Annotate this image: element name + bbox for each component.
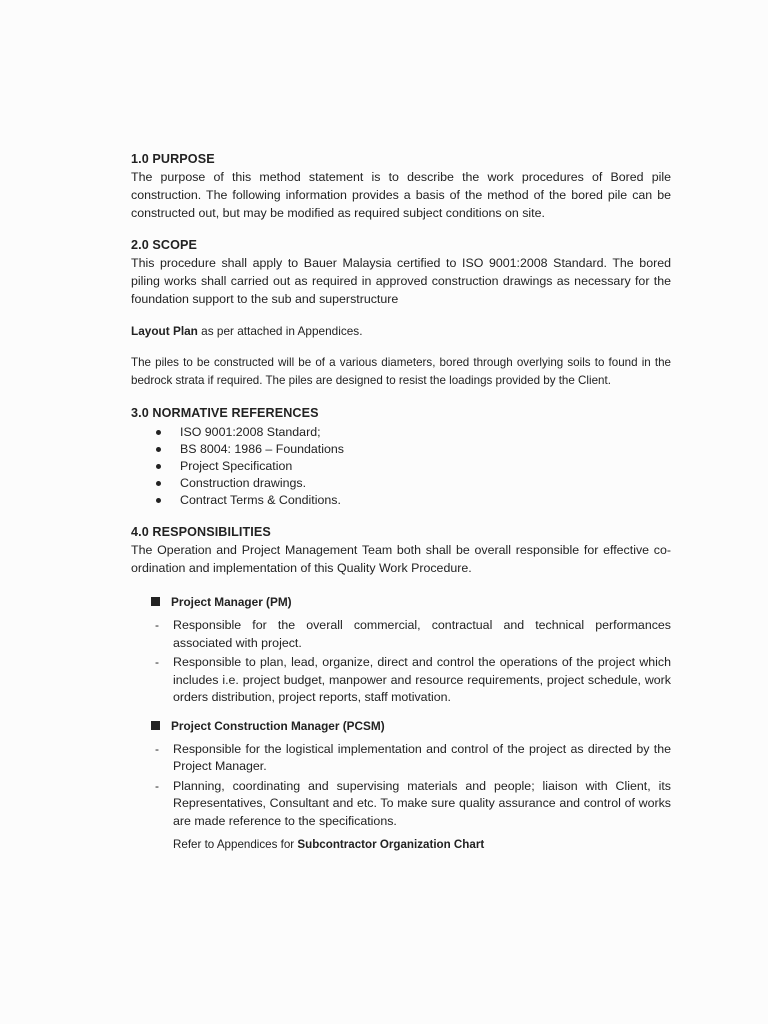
list-item-text: Responsible to plan, lead, organize, direct and control the operations of the project which includes i.e. project budget, manpower and resource requirements, project schedule, work orders distribution, project reports, staff motivation. — [173, 655, 671, 704]
list-item-text: Responsible for the logistical implementation and control of the project as directed by the Project Manager. — [173, 741, 671, 773]
purpose-text: The purpose of this method statement is to describe the work procedures of Bored pile construction. The following information provides a basis of the method of the bored pile can be constructed out, but may be modified as required subject conditions on site. — [131, 170, 671, 220]
list-item-text: Responsible for the overall commercial, contractual and technical performances associated with project. — [173, 618, 671, 650]
list-item-text: Project Specification — [180, 459, 293, 473]
bullet-icon — [156, 498, 161, 503]
role-title: Project Manager (PM) — [171, 595, 292, 609]
scope-heading: 2.0 SCOPE — [131, 238, 197, 252]
bullet-icon — [156, 430, 161, 435]
document-content — [131, 150, 671, 854]
role-items — [131, 617, 671, 707]
list-item-text: Construction drawings. — [180, 476, 307, 490]
refer-line — [131, 836, 671, 854]
list-item — [131, 424, 671, 441]
scope-text: This procedure shall apply to Bauer Malaysia certified to ISO 9001:2008 Standard. The bored piling works shall carried out as required in approved construction drawings as necessary for the foundation support to the sub and superstructure — [131, 256, 671, 306]
dash-bullet-icon: - — [155, 778, 159, 793]
role-heading — [131, 717, 671, 735]
purpose-heading: 1.0 PURPOSE — [131, 152, 215, 166]
bullet-icon — [156, 464, 161, 469]
bullet-icon — [156, 481, 161, 486]
list-item — [131, 458, 671, 475]
list-item — [131, 492, 671, 509]
list-item — [131, 741, 671, 776]
square-bullet-icon — [151, 721, 160, 730]
list-item — [131, 778, 671, 831]
square-bullet-icon — [151, 597, 160, 606]
role-pm — [131, 593, 671, 707]
list-item-text: BS 8004: 1986 – Foundations — [180, 442, 344, 456]
refer-bold-text: Subcontractor Organization Chart — [297, 838, 485, 851]
list-item — [131, 617, 671, 652]
role-pcsm — [131, 717, 671, 831]
role-items — [131, 741, 671, 831]
layout-plan-line — [131, 322, 671, 340]
responsibilities-heading: 4.0 RESPONSIBILITIES — [131, 525, 271, 539]
normative-heading: 3.0 NORMATIVE REFERENCES — [131, 406, 319, 420]
role-heading — [131, 593, 671, 611]
piles-text: The piles to be constructed will be of a various diameters, bored through overlying soils to found in the bedrock strata if required. The piles are designed to resist the loadings provided by the Client. — [131, 356, 671, 387]
normative-list — [131, 424, 671, 509]
bullet-icon — [156, 447, 161, 452]
list-item-text: ISO 9001:2008 Standard; — [180, 425, 321, 439]
layout-plan-label: Layout Plan — [131, 324, 198, 338]
list-item — [131, 475, 671, 492]
list-item-text: Planning, coordinating and supervising materials and people; liaison with Client, its Representatives, Consultant and etc. To make sure quality assurance and control of works are made reference to the specifications. — [173, 778, 671, 828]
responsibilities-intro: The Operation and Project Management Team both shall be overall responsible for effective co-ordination and implementation of this Quality Work Procedure. — [131, 543, 671, 575]
refer-text: Refer to Appendices for — [173, 838, 295, 851]
list-item-text: Contract Terms & Conditions. — [180, 493, 341, 507]
dash-bullet-icon: - — [155, 655, 159, 669]
list-item — [131, 654, 671, 707]
dash-bullet-icon: - — [155, 741, 159, 756]
role-title: Project Construction Manager (PCSM) — [171, 718, 385, 733]
list-item — [131, 441, 671, 458]
layout-plan-text: as per attached in Appendices. — [201, 324, 363, 338]
dash-bullet-icon: - — [155, 618, 159, 632]
